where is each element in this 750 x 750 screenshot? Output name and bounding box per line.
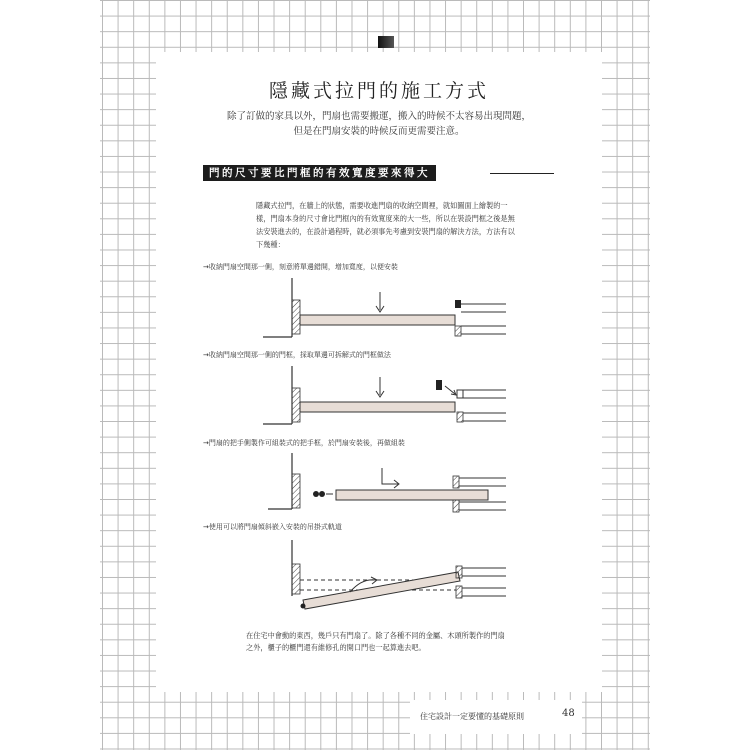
- body-paragraph: 隱藏式拉門，在牆上的狀態，需要收進門扇的收納空間裡，就如圖面上繪製的一樣，門扇本身的尺寸會比門框內的有效寬度來的大一些，所以在裝設門框之後是無法安裝進去的，在設計過程時，就必須事先考慮到安裝門扇的解決方法，方法有以下幾種：: [256, 201, 515, 249]
- diagram-3: [268, 453, 506, 512]
- caption-method-4: →使用可以將門扇傾斜嵌入安裝的吊掛式軌道: [203, 523, 342, 531]
- diagram-4: [292, 540, 506, 609]
- page-title: 隱藏式拉門的施工方式: [268, 80, 489, 102]
- section-heading: 門的尺寸要比門框的有效寬度要來得大: [203, 165, 436, 181]
- intro-line-2: 但是在門扇安裝的時候反而更需要注意。: [293, 126, 465, 137]
- diagram-2: [263, 366, 506, 424]
- page-number: 48: [562, 708, 575, 719]
- diagram-1: [263, 278, 506, 337]
- caption-method-2: →收納門扇空間那一側的門框，採取單邊可拆解式的門框做法: [203, 351, 391, 359]
- caption-method-1: →收納門扇空間那一側，刻意將單邊錯開，增加寬度，以便安裝: [203, 263, 398, 271]
- running-footer: 住宅設計一定要懂的基礎原則: [420, 712, 524, 721]
- caption-method-3: →門扇的把手側製作可組裝式的把手框，於門扇安裝後，再做組裝: [203, 439, 405, 447]
- closing-paragraph: 在住宅中會動的東西，幾戶只有門扇了。除了各種不同的金屬、木頭所製作的門扇之外，櫃子的櫃門還有維修孔的開口門也一起算進去吧。: [246, 631, 505, 652]
- intro-line-1: 除了訂做的家具以外，門扇也需要搬運，搬入的時候不太容易出現問題，: [226, 111, 531, 122]
